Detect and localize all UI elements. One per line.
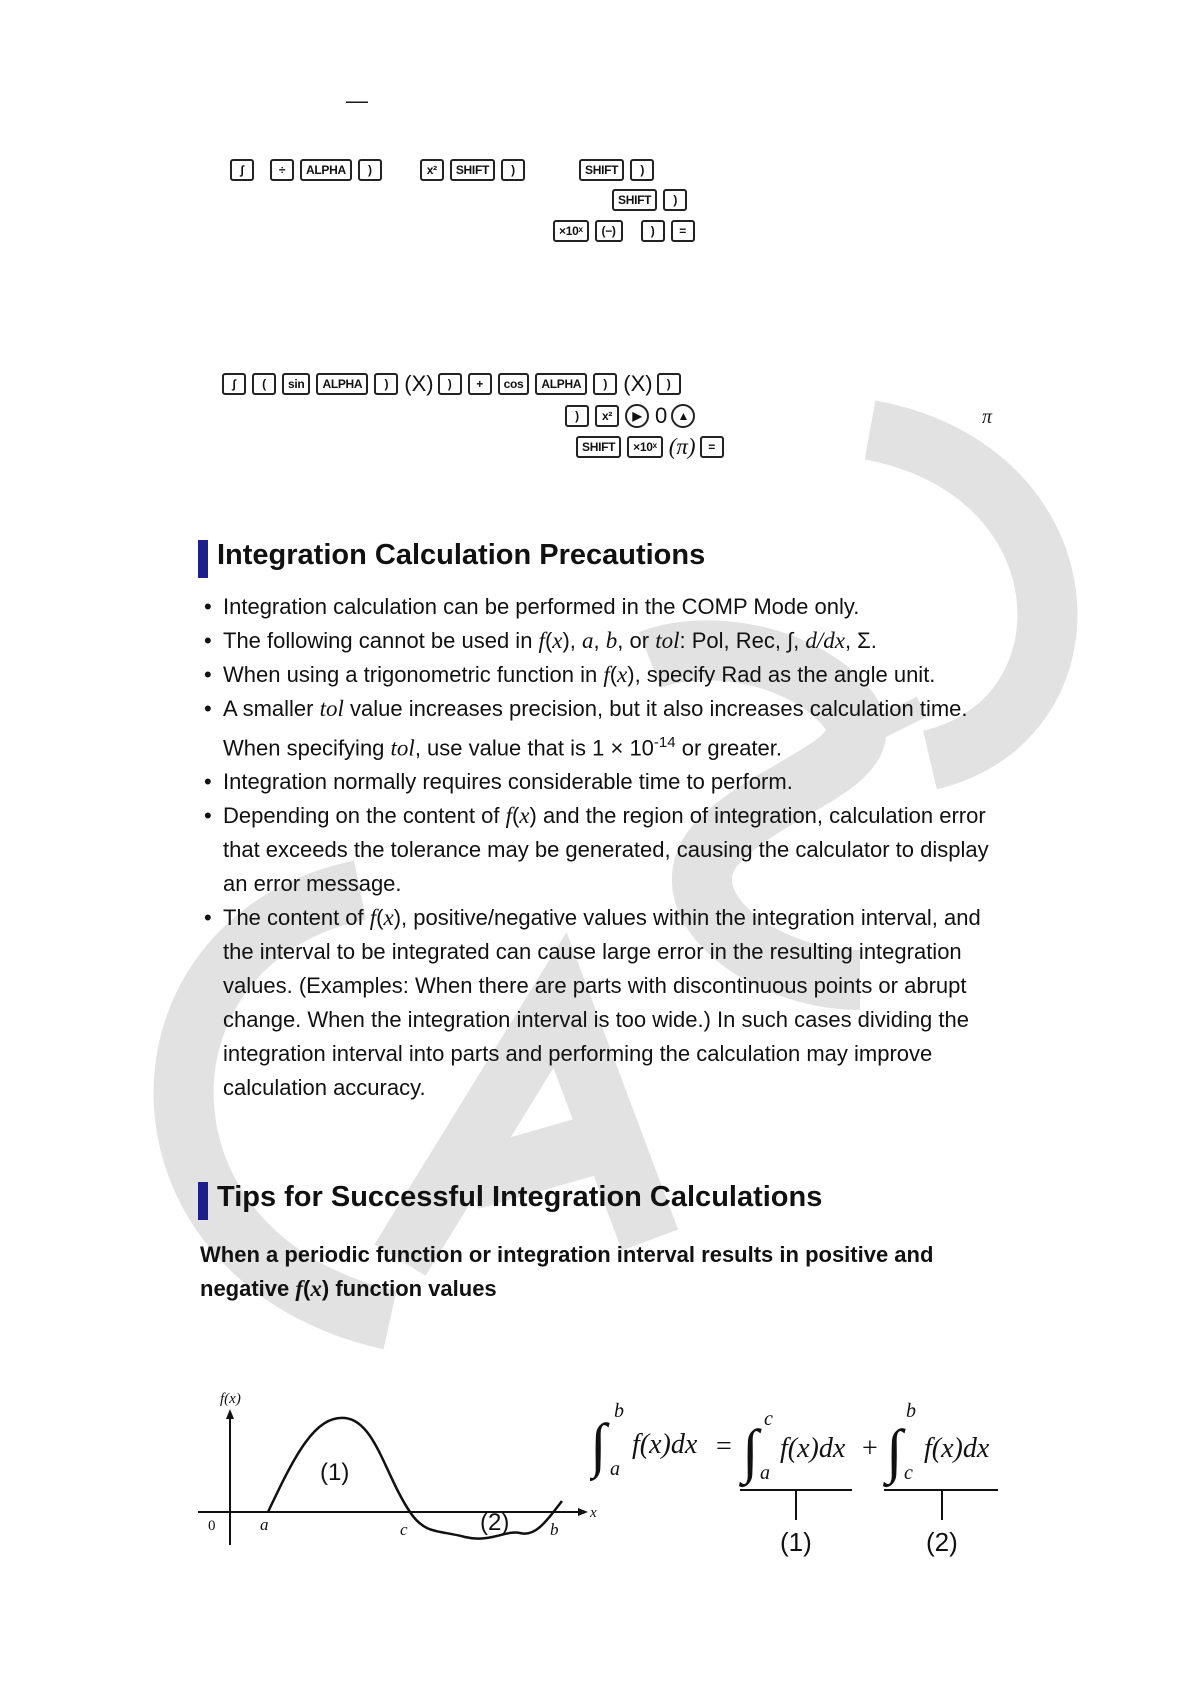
x-squared-key: x² [420, 159, 444, 181]
equals-key: = [671, 220, 695, 242]
close-paren-key: ) [630, 159, 654, 181]
exp-key: ×10ˣ [627, 436, 663, 458]
x-squared-key: x² [595, 405, 619, 427]
y-axis-label: f(x) [220, 1391, 241, 1407]
x-axis-arrow [578, 1508, 588, 1516]
close-paren-key: ) [358, 159, 382, 181]
pi-label: (π) [668, 434, 696, 459]
label-2: (2) [926, 1527, 958, 1557]
tips-subheading: When a periodic function or integration interval results in positive and negative f(x) function values [200, 1242, 934, 1301]
precautions-list [198, 590, 998, 1105]
right-arrow-key: ▶ [625, 404, 649, 428]
precaution-item: • The following cannot be used in f(x), a, b, or tol: Pol, Rec, ∫, d/dx, Σ. [198, 624, 998, 658]
function-curve [268, 1418, 562, 1539]
section-marker [198, 1182, 208, 1220]
y-axis-arrow [226, 1409, 234, 1419]
close-paren-key: ) [657, 373, 681, 395]
example1-keys-row3 [553, 218, 701, 244]
negative-key: (−) [595, 220, 623, 242]
region-2-label: (2) [480, 1509, 510, 1536]
lower-limit-1: a [610, 1458, 620, 1480]
point-b-label: b [550, 1520, 559, 1539]
lower-limit-2: a [760, 1462, 770, 1484]
close-paren-key: ) [374, 373, 398, 395]
label-1: (1) [780, 1527, 812, 1557]
integration-graph [190, 1385, 610, 1565]
alpha-key: ALPHA [535, 373, 587, 395]
x-axis-label: x [590, 1505, 597, 1521]
integrand-2: f(x)dx [780, 1433, 846, 1464]
close-paren-key: ) [565, 405, 589, 427]
section-title-precautions: Integration Calculation Precautions [217, 539, 706, 571]
shift-key: SHIFT [576, 436, 621, 458]
up-arrow-key: ▲ [671, 404, 695, 428]
cos-key: cos [498, 373, 530, 395]
example2-keys-row1 [222, 371, 687, 397]
plus-sign: + [862, 1433, 878, 1464]
precaution-item: • Depending on the content of f(x) and the region of integration, calculation error that exceeds the tolerance may be generated, causing the calculator to display an error message. [198, 799, 998, 901]
equals-sign: = [716, 1431, 732, 1462]
integrand-1: f(x)dx [632, 1429, 698, 1460]
divide-key: ÷ [270, 159, 294, 181]
section-marker [198, 540, 208, 578]
zero-digit: 0 [655, 403, 668, 428]
close-paren-key: ) [501, 159, 525, 181]
upper-limit-1: b [614, 1400, 624, 1422]
integral-sign: ∫ [590, 1412, 607, 1478]
integral-sign: ∫ [886, 1418, 903, 1484]
alpha-key: ALPHA [316, 373, 368, 395]
x-variable-label: (X) [623, 371, 653, 396]
integral-formula [590, 1395, 1010, 1565]
shift-key: SHIFT [612, 189, 657, 211]
open-paren-key: ( [252, 373, 276, 395]
upper-limit-3: b [906, 1400, 916, 1422]
precaution-item: • The content of f(x), positive/negative values within the integration interval, and the interval to be integrated can cause large error in the resulting integration values. (Examples: When there are parts with discontinuous points or abrupt change. When the integration interval is too wide.) In such cases dividing the integration interval into parts and performing the calculation may improve calculation accuracy. [198, 901, 998, 1105]
region-1-label: (1) [320, 1459, 350, 1486]
point-c-label: c [400, 1520, 408, 1539]
shift-key: SHIFT [450, 159, 495, 181]
precaution-item: • Integration calculation can be performed in the COMP Mode only. [198, 590, 998, 624]
pi-symbol-note: π [982, 406, 993, 428]
example1-keys-row1 [230, 157, 660, 183]
close-paren-key: ) [641, 220, 665, 242]
shift-key: SHIFT [579, 159, 624, 181]
sin-key: sin [282, 373, 310, 395]
close-paren-key: ) [593, 373, 617, 395]
integrand-3: f(x)dx [924, 1433, 990, 1464]
x-variable-label: (X) [404, 371, 434, 396]
top-dash: — [346, 88, 368, 113]
lower-limit-3: c [904, 1462, 913, 1484]
exp-key: ×10ˣ [553, 220, 589, 242]
precaution-item: • A smaller tol value increases precision, but it also increases calculation time. When specifying tol, use value that is $1 \times 10^{-14}$ or greater. [198, 692, 998, 765]
integral-sign: ∫ [742, 1418, 759, 1484]
integral-key: ∫ [222, 373, 246, 395]
equals-key: = [700, 436, 724, 458]
precaution-item: • Integration normally requires considerable time to perform. [198, 765, 998, 799]
precaution-item: • When using a trigonometric function in f(x), specify Rad as the angle unit. [198, 658, 998, 692]
alpha-key: ALPHA [300, 159, 352, 181]
origin-label: 0 [208, 1518, 216, 1534]
close-paren-key: ) [438, 373, 462, 395]
plus-key: + [468, 373, 492, 395]
upper-limit-2: c [764, 1408, 773, 1430]
close-paren-key: ) [663, 189, 687, 211]
section-title-tips: Tips for Successful Integration Calculations [217, 1181, 823, 1213]
example2-keys-row2 [565, 403, 701, 429]
example2-keys-row3 [576, 434, 730, 460]
integral-key: ∫ [230, 159, 254, 181]
point-a-label: a [260, 1515, 269, 1534]
example1-keys-row2 [612, 187, 693, 213]
